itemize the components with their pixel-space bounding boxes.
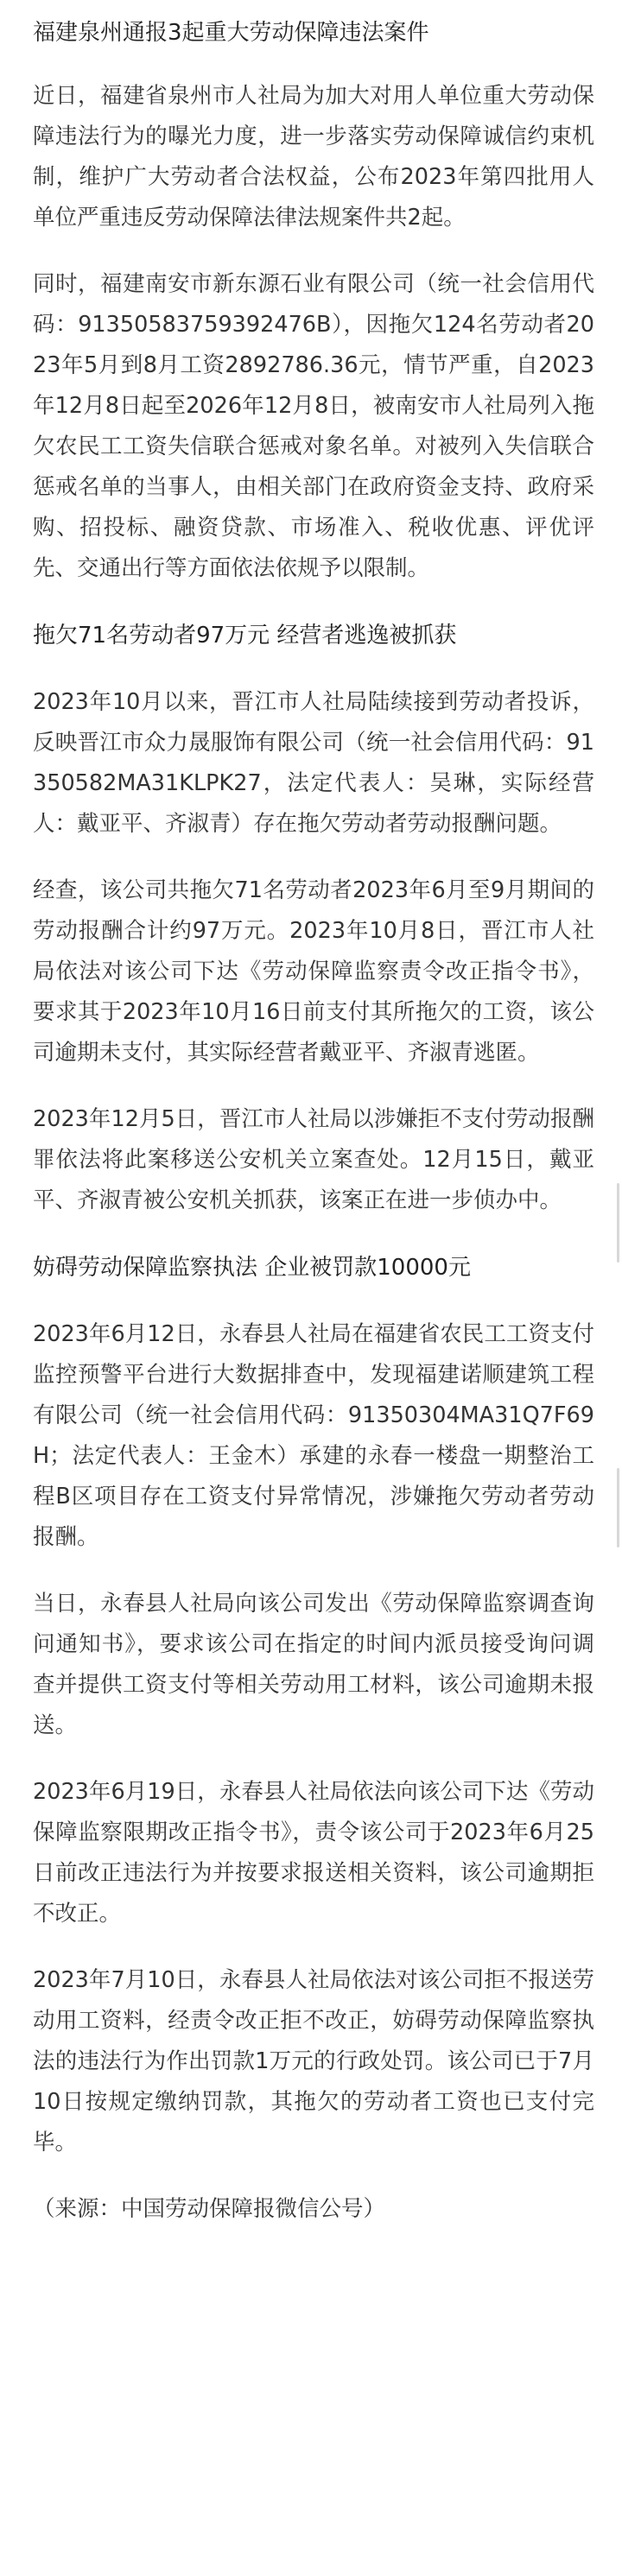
- case-jinjiang-paragraph-3: 2023年12月5日，晋江市人社局以涉嫌拒不支付劳动报酬罪依法将此案移送公安机关立案查处。12月15日，戴亚平、齐淑青被公安机关抓获，该案正在进一步侦办中。: [33, 1106, 594, 1213]
- intro-paragraph: 近日，福建省泉州市人社局为加大对用人单位重大劳动保障违法行为的曝光力度，进一步落实劳动保障诚信约束机制，维护广大劳动者合法权益，公布2023年第四批用人单位严重违反劳动保障法律法规案件共2起。: [33, 83, 594, 231]
- case-yongchun-heading: 妨碍劳动保障监察执法 企业被罚款10000元: [33, 1255, 471, 1281]
- case-jinjiang-paragraph-2: 经查，该公司共拖欠71名劳动者2023年6月至9月期间的劳动报酬合计约97万元。2023年10月8日，晋江市人社局依法对该公司下达《劳动保障监察责令改正指令书》，要求其于2023年10月16日前支付其所拖欠的工资，该公司逾期未支付，其实际经营者戴亚平、齐淑青逃匿。: [33, 877, 594, 1066]
- case-yongchun-paragraph-1: 2023年6月12日，永春县人社局在福建省农民工工资支付监控预警平台进行大数据排查中，发现福建诺顺建筑工程有限公司（统一社会信用代码：91350304MA31Q7F69H；法定代表人：王金木）承建的永春一楼盘一期整治工程B区项目存在工资支付异常情况，涉嫌拖欠劳动者劳动报酬。: [33, 1321, 594, 1550]
- case-yongchun-paragraph-4: 2023年7月10日，永春县人社局依法对该公司拒不报送劳动用工资料，经责令改正拒不改正，妨碍劳动保障监察执法的违法行为作出罚款1万元的行政处罚。该公司已于7月10日按规定缴纳罚款，其拖欠的劳动者工资也已支付完毕。: [33, 1967, 594, 2155]
- article-title: 福建泉州通报3起重大劳动保障违法案件: [33, 20, 429, 46]
- case-yongchun-paragraph-3: 2023年6月19日，永春县人社局依法向该公司下达《劳动保障监察限期改正指令书》，责令该公司于2023年6月25日前改正违法行为并按要求报送相关资料，该公司逾期拒不改正。: [33, 1779, 594, 1927]
- article: [33, 0, 594, 2230]
- source-note: （来源：中国劳动保障报微信公号）: [33, 2196, 386, 2222]
- case-jinjiang-paragraph-1: 2023年10月以来，晋江市人社局陆续接到劳动者投诉，反映晋江市众力晟服饰有限公司（统一社会信用代码：91350582MA31KLPK27，法定代表人：吴琳，实际经营人：戴亚平、齐淑青）存在拖欠劳动者劳动报酬问题。: [33, 689, 594, 837]
- case-yongchun-paragraph-2: 当日，永春县人社局向该公司发出《劳动保障监察调查询问通知书》，要求该公司在指定的时间内派员接受询问调查并提供工资支付等相关劳动用工材料，该公司逾期未报送。: [33, 1591, 594, 1738]
- case-nanan-paragraph: 同时，福建南安市新东源石业有限公司（统一社会信用代码：91350583759392476B），因拖欠124名劳动者2023年5月到8月工资2892786.36元，情节严重，自2023年12月8日起至2026年12月8日，被南安市人社局列入拖欠农民工工资失信联合惩戒对象名单。对被列入失信联合惩戒名单的当事人，由相关部门在政府资金支持、政府采购、招投标、融资贷款、市场准入、税收优惠、评优评先、交通出行等方面依法依规予以限制。: [33, 271, 594, 581]
- scroll-indicator[interactable]: [617, 1183, 619, 1263]
- case-jinjiang-heading: 拖欠71名劳动者97万元 经营者逃逸被抓获: [33, 623, 457, 649]
- scroll-indicator[interactable]: [617, 1468, 619, 1547]
